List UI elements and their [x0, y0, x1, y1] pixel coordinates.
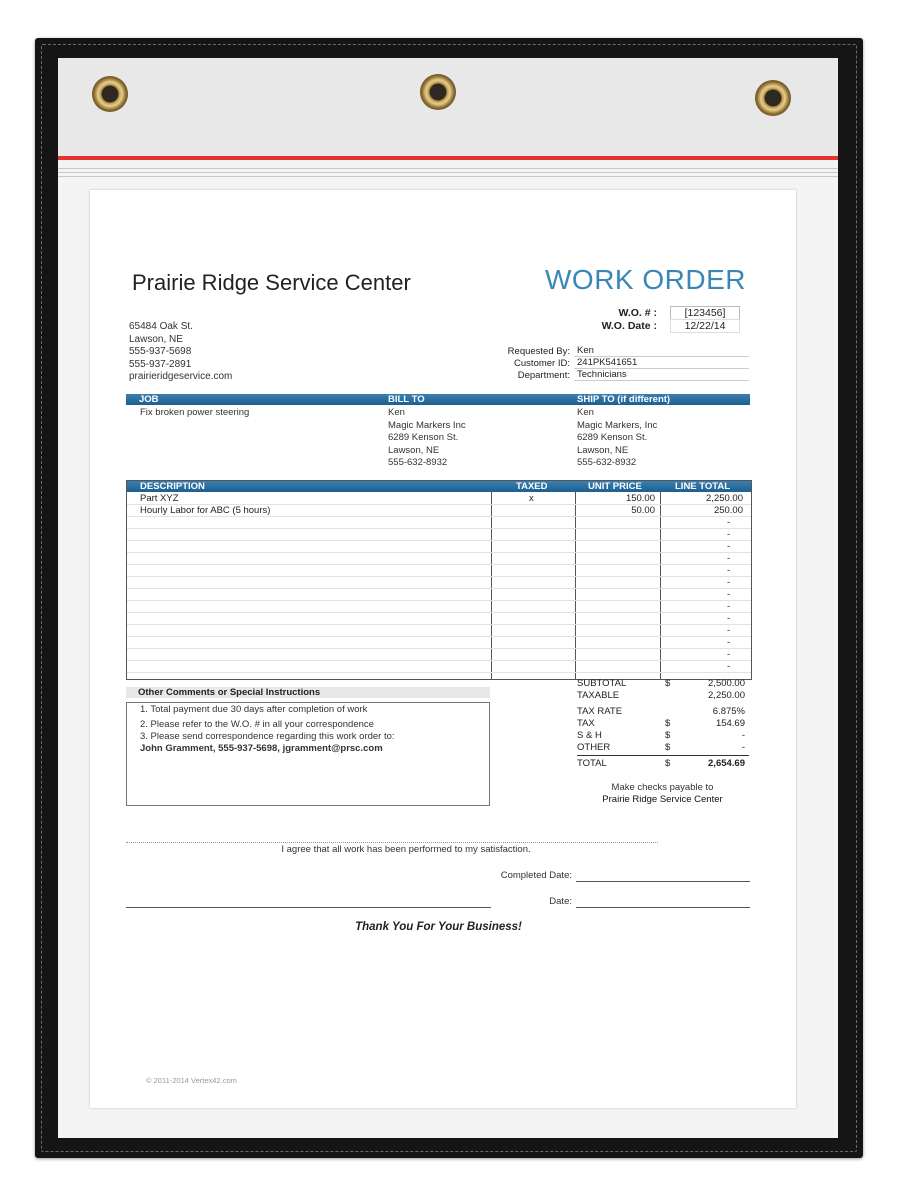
bill-to-line: Lawson, NE	[388, 444, 440, 456]
seal-ridge	[58, 172, 838, 173]
taxed-header: TAXED	[516, 481, 548, 492]
department-label: Department:	[517, 370, 570, 381]
tax-currency: $	[665, 718, 671, 729]
tax-rate-label: TAX RATE	[577, 706, 623, 717]
comment-line: 2. Please refer to the W.O. # in all your correspondence	[140, 719, 374, 730]
subtotal-label: SUBTOTAL	[577, 678, 627, 689]
item-unit-price: 50.00	[631, 505, 655, 516]
empty-line-total: -	[727, 637, 731, 648]
grommet-left-icon	[92, 76, 128, 112]
website-line: prairieridgeservice.com	[129, 371, 233, 382]
copyright-text: © 2011-2014 Vertex42.com	[146, 1076, 237, 1085]
seal-ridge	[58, 168, 838, 169]
company-name: Prairie Ridge Service Center	[132, 270, 411, 295]
total-value: 2,654.69	[708, 758, 745, 769]
item-line-total: 250.00	[713, 505, 743, 516]
item-taxed: x	[529, 493, 534, 504]
address-line: 65484 Oak St.	[129, 321, 193, 332]
table-row-rule	[127, 588, 751, 589]
work-order-sheet	[90, 190, 796, 1108]
empty-line-total: -	[727, 577, 731, 588]
bill-to-line: Ken	[388, 407, 405, 418]
other-currency: $	[665, 742, 671, 753]
items-header-bar	[127, 481, 751, 492]
bill-to-line: 6289 Kenson St.	[388, 432, 459, 443]
address-line: Lawson, NE	[129, 333, 183, 345]
wo-date-label: W.O. Date :	[601, 320, 657, 332]
subtotal-currency: $	[665, 678, 671, 689]
document-title: WORK ORDER	[545, 264, 746, 295]
department-value: Technicians	[574, 369, 749, 381]
empty-line-total: -	[727, 661, 731, 672]
payable-name: Prairie Ridge Service Center	[602, 794, 723, 805]
bill-to-line: 555-632-8932	[388, 457, 448, 468]
empty-line-total: -	[727, 649, 731, 660]
parties-header-bar	[126, 394, 750, 405]
customer-id-label: Customer ID:	[514, 358, 570, 369]
column-divider	[660, 492, 661, 679]
agreement-text: I agree that all work has been performed to my satisfaction.	[281, 844, 531, 855]
table-row-rule	[127, 552, 751, 553]
empty-line-total: -	[727, 529, 731, 540]
column-divider	[575, 492, 576, 679]
table-row-rule	[127, 672, 751, 673]
item-line-total: 2,250.00	[706, 493, 743, 504]
bill-to-header: BILL TO	[388, 394, 425, 405]
comments-header: Other Comments or Special Instructions	[126, 687, 490, 698]
red-seal-line	[58, 156, 838, 160]
table-row-rule	[127, 612, 751, 613]
ship-to-header: SHIP TO (if different)	[577, 394, 671, 405]
payable-note: Make checks payable to	[611, 782, 714, 793]
phone-line: 555-937-2891	[129, 358, 192, 370]
table-row-rule	[127, 648, 751, 649]
bill-to-block	[388, 407, 466, 470]
job-header: JOB	[139, 394, 159, 405]
job-description: Fix broken power steering	[140, 407, 250, 418]
table-row-rule	[127, 636, 751, 637]
table-row-rule	[127, 576, 751, 577]
table-row-rule	[127, 528, 751, 529]
total-rule	[577, 755, 749, 756]
subtotal-value: 2,500.00	[708, 678, 745, 689]
comment-line: 1. Total payment due 30 days after completion of work	[140, 704, 368, 715]
ship-to-line: 555-632-8932	[577, 457, 637, 468]
empty-line-total: -	[727, 565, 731, 576]
contact-line: John Gramment, 555-937-5698, jgramment@prsc.com	[140, 743, 383, 754]
phone-line: 555-937-5698	[129, 346, 192, 357]
sh-currency: $	[665, 730, 671, 741]
ship-to-line: Magic Markers, Inc	[577, 419, 658, 431]
ship-to-block	[577, 407, 657, 470]
other-value: -	[741, 742, 745, 753]
grommet-right-icon	[755, 80, 791, 116]
description-header: DESCRIPTION	[140, 481, 205, 492]
thank-you-text: Thank You For Your Business!	[355, 921, 522, 933]
empty-line-total: -	[727, 625, 731, 636]
signature-line-top	[126, 842, 658, 843]
requested-by-value: Ken	[574, 345, 749, 357]
empty-line-total: -	[727, 553, 731, 564]
unit-price-header: UNIT PRICE	[588, 481, 642, 492]
bill-to-line: Magic Markers Inc	[388, 419, 466, 431]
date-label: Date:	[549, 896, 572, 907]
ship-to-line: Lawson, NE	[577, 444, 629, 456]
total-currency: $	[665, 758, 671, 769]
date-field[interactable]	[576, 907, 750, 908]
table-row-rule	[127, 564, 751, 565]
sh-value: -	[741, 730, 745, 741]
reinforced-top-strip	[58, 58, 838, 158]
empty-line-total: -	[727, 613, 731, 624]
completed-date-field[interactable]	[576, 881, 750, 882]
line-total-header: LINE TOTAL	[675, 481, 731, 492]
tax-rate-value: 6.875%	[712, 706, 745, 717]
comments-box	[126, 702, 490, 806]
sh-label: S & H	[577, 730, 602, 741]
table-row-rule	[127, 540, 751, 541]
signature-field[interactable]	[126, 907, 491, 908]
item-description: Part XYZ	[140, 493, 179, 504]
empty-line-total: -	[727, 541, 731, 552]
item-unit-price: 150.00	[625, 493, 655, 504]
table-row-rule	[127, 600, 751, 601]
wo-number-label: W.O. # :	[618, 307, 657, 319]
ship-to-line: 6289 Kenson St.	[577, 432, 648, 443]
company-address	[129, 321, 232, 384]
requested-by-label: Requested By:	[507, 346, 570, 357]
taxable-label: TAXABLE	[577, 690, 620, 701]
total-label: TOTAL	[577, 758, 607, 769]
completed-date-label: Completed Date:	[500, 870, 572, 881]
item-description: Hourly Labor for ABC (5 hours)	[140, 505, 271, 516]
table-row-rule	[127, 516, 751, 517]
grommet-center-icon	[420, 74, 456, 110]
tax-value: 154.69	[715, 718, 745, 729]
column-divider	[491, 492, 492, 679]
table-row-rule	[127, 624, 751, 625]
empty-line-total: -	[727, 601, 731, 612]
taxable-value: 2,250.00	[708, 690, 745, 701]
wo-number-value: [123456]	[670, 306, 740, 320]
table-row-rule	[127, 660, 751, 661]
other-label: OTHER	[577, 742, 611, 753]
empty-line-total: -	[727, 589, 731, 600]
customer-id-value: 241PK541651	[574, 357, 749, 369]
empty-line-total: -	[727, 517, 731, 528]
comment-line: 3. Please send correspondence regarding this work order to:	[140, 731, 395, 742]
line-items-table	[126, 480, 752, 680]
tax-label: TAX	[577, 718, 595, 729]
seal-ridge	[58, 176, 838, 177]
wo-date-value: 12/22/14	[670, 319, 740, 333]
ship-to-line: Ken	[577, 407, 594, 418]
